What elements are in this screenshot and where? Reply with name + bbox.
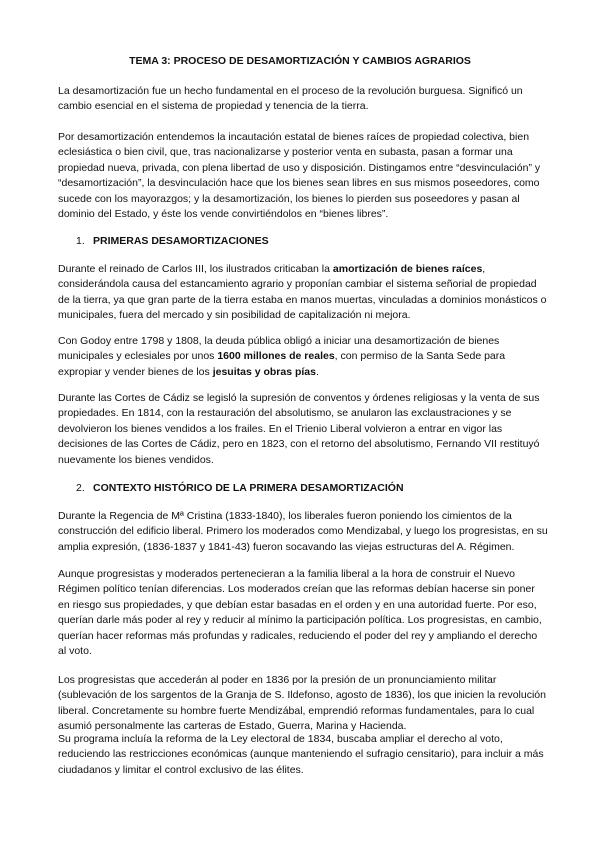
text-run: , con permiso de la Santa Sede para expropiar y vender bienes de los xyxy=(58,350,506,378)
section-2-heading xyxy=(76,482,404,494)
bold-term: 1600 millones de reales xyxy=(217,350,335,363)
section-2-paragraph-2: Aunque progresistas y moderados pertenecieran a la familia liberal a la hora de construir el Nuevo Régimen político tenían diferencias. Los moderados creían que las reformas debían hacerse sin poner en riesgo sus propiedades, y que debían estar basadas en el orden y en una autoridad fuerte. Por eso, querían darle más poder al rey y reducir al mínimo la participación política. Los progresistas, en cambio, querían hacer reformas más profundas y radicales, reduciendo el poder del rey y ampliando el derecho al voto. xyxy=(58,568,542,658)
section-2-paragraph-4: Su programa incluía la reforma de la Ley electoral de 1834, buscaba ampliar el derecho al voto, reduciendo las restricciones económicas (aunque manteniendo el sufragio censitario), para incluir a más ciudadanos y limitar el control exclusivo de las élites. xyxy=(58,733,544,776)
section-1-number: 1. xyxy=(76,235,85,247)
text-run: Con Godoy entre 1798 y 1808, la deuda pública obligó a iniciar una desamortización de bienes municipales y eclesiales por unos xyxy=(58,335,500,363)
text-run: Durante el reinado de Carlos III, los ilustrados criticaban la xyxy=(58,263,333,275)
section-1-heading xyxy=(76,235,269,247)
document-title: TEMA 3: PROCESO DE DESAMORTIZACIÓN Y CAMBIOS AGRARIOS xyxy=(129,55,471,67)
bold-term: jesuitas y obras pías xyxy=(212,365,316,378)
section-1-paragraph-2 xyxy=(58,334,548,380)
intro-paragraph-2: Por desamortización entendemos la incautación estatal de bienes raíces de propiedad colectiva, bien eclesiástica o bien civil, que, tras nacionalizarse y posterior venta en subasta, pasan a formar una propiedad nueva, privada, con plena libertad de uso y disposición. Distingamos entre “desvinculación” y “desamortización”, la desvinculación hace que los bienes sean libres en sus mismos poseedores, como sucede con los mayorazgos; y la desamortización, los bienes lo pierden sus poseedores y pasan al dominio del Estado, y éste los vende convirtiéndolos en “bienes libres”. xyxy=(58,131,541,221)
section-2-paragraph-1: Durante la Regencia de Mª Cristina (1833-1840), los liberales fueron poniendo los cimientos de la construcción del edificio liberal. Primero los moderados como Mendizabal, y luego los progresistas, en su amplia expresión, (1836-1837 y 1841-43) fueron socavando las viejas estructuras del A. Régimen. xyxy=(58,510,548,553)
text-run: . xyxy=(316,365,319,378)
bold-term: amortización de bienes raíces xyxy=(332,263,483,275)
section-1-paragraph-1 xyxy=(58,262,548,324)
intro-paragraph-1: La desamortización fue un hecho fundamental en el proceso de la revolución burguesa. Significó un cambio esencial en el sistema de propiedad y tenencia de la tierra. xyxy=(58,85,523,113)
section-1-title: PRIMERAS DESAMORTIZACIONES xyxy=(93,235,269,247)
section-2-title: CONTEXTO HISTÓRICO DE LA PRIMERA DESAMORTIZACIÓN xyxy=(93,482,404,494)
section-2-number: 2. xyxy=(76,482,85,494)
text-run: , considerándola causa del estancamiento agrario y proponían cambiar el sistema señorial de propiedad de la tierra, ya que gran parte de la tierra estaba en manos muertas, vinculadas a dominios monásticos o municipales, fuera del mercado y sin posibilidad de capitalización ni mejora. xyxy=(58,263,547,322)
section-1-paragraph-3: Durante las Cortes de Cádiz se legisló la supresión de conventos y órdenes religiosas y la venta de sus propiedades. En 1814, con la restauración del absolutismo, se anularon las exclaustraciones y se devolvieron los bienes vendidos a los frailes. En el Trienio Liberal volvieron a entrar en vigor las decisiones de las Cortes de Cádiz, pero en 1823, con el retorno del absolutismo, Fernando VII restituyó nuevamente los bienes vendidos. xyxy=(58,392,540,466)
section-2-paragraph-3: Los progresistas que accederán al poder en 1836 por la presión de un pronunciamiento militar (sublevación de los sargentos de la Granja de S. Ildefonso, agosto de 1836), los que inicien la revolución liberal. Concretamente su hombre fuerte Mendizábal, emprendió reformas fundamentales, para lo cual asumió personalmente las carteras de Estado, Guerra, Marina y Hacienda. xyxy=(58,674,546,733)
